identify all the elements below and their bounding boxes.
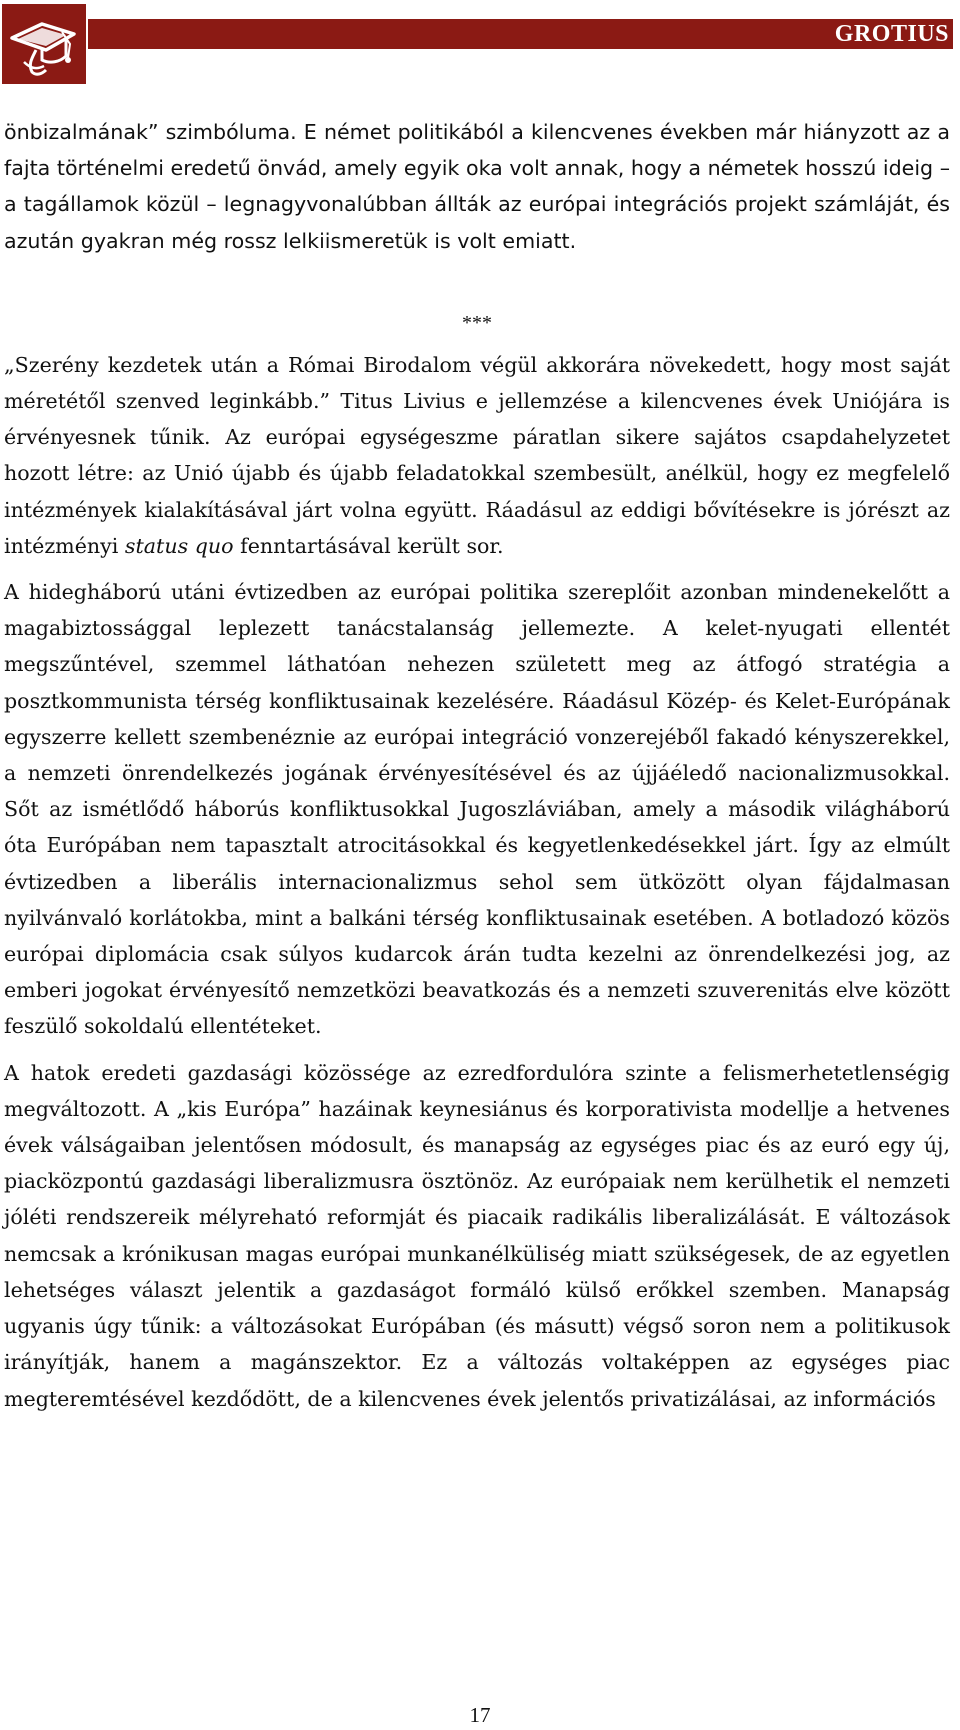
graduation-cap-logo-icon <box>2 4 86 84</box>
paragraph-2-text: „Szerény kezdetek után a Római Birodalom végül akkorára növekedett, hogy most saját méretétől szenved leginkább.” Titus Livius e jellemzése a kilencvenes évek Uniójára is érvényesnek tűnik. Az európai egységeszme páratlan sikere sajátos csapdahelyzetet hozott létre: az Unió újabb és újabb feladatokkal szembesült, anélkül, hogy ez megfelelő intézmények kialakításával járt volna együtt. Ráadásul az eddigi bővítésekre is jórészt az intézményi <box>4 352 950 558</box>
header-title: GROTIUS <box>834 21 949 47</box>
page-number: 17 <box>469 1703 491 1727</box>
section-separator: *** <box>462 311 492 334</box>
paragraph-3: A hidegháború utáni évtizedben az európai politika szereplőit azonban mindenekelőtt a magabiztossággal leplezett tanácstalanság jellemezte. A kelet-nyugati ellentét megszűntével, szemmel láthatóan nehezen született meg az átfogó stratégia a posztkommunista térség konfliktusainak kezelésére. Ráadásul Közép- és Kelet-Európának egyszerre kellett szembenéznie az európai integráció vonzerejéből fakadó kényszerekkel, a nemzeti önrendelkezés jogának érvényesítésével és az újjáéledő nacionalizmusokkal. Sőt az ismétlődő háborús konfliktusokkal Jugoszláviában, amely a második világháború óta Európában nem tapasztalt atrocitásokkal és kegyetlenkedésekkel járt. Így az elmúlt évtizedben a liberális internacionalizmus sehol sem ütközött olyan fájdalmasan nyilvánvaló korlátokba, mint a balkáni térség konfliktusainak esetében. A botladozó közös európai diplomácia csak súlyos kudarcok árán tudta kezelni az önrendelkezési jog, az emberi jogokat érvényesítő nemzetközi beavatkozás és a nemzeti szuverenitás elve között feszülő sokoldalú ellentéteket. <box>4 580 950 1039</box>
paragraph-1: önbizalmának” szimbóluma. E német politikából a kilencvenes években már hiányzott az a fajta történelmi eredetű önvád, amely egyik oka volt annak, hogy a németek hosszú ideig – a tagállamok közül – legnagyvonalúbban állták az európai integrációs projekt számláját, és azután gyakran még rossz lelkiismeretük is volt emiatt. <box>4 120 950 253</box>
document-body <box>4 114 950 1417</box>
paragraph-4: A hatok eredeti gazdasági közössége az ezredfordulóra szinte a felismerhetetlenségig megváltozott. A „kis Európa” hazáinak keynesiánus és korporativista modellje a hetvenes évek válságaiban jelentősen módosult, és manapság az egységes piac és az euró egy új, piacközpontú gazdasági liberalizmusra ösztönöz. Az európaiak nem kerülhetik el nemzeti jóléti rendszereik mélyreható reformját és piacaik radikális liberalizálását. E változások nemcsak a krónikusan magas európai munkanélküliség miatt szükségesek, de az egyetlen lehetséges választ jelentik a gazdaságot formáló külső erőkkel szemben. Manapság ugyanis úgy tűnik: a változásokat Európában (és másutt) végső soron nem a politikusok irányítják, hanem a magánszektor. Ez a változás voltaképpen az egységes piac megteremtésével kezdődött, de a kilencvenes évek jelentős privatizálásai, az információs <box>4 1060 950 1411</box>
header-bar <box>88 19 953 49</box>
grotius-logo <box>2 4 86 84</box>
paragraph-2-italic: status quo <box>124 533 234 558</box>
paragraph-2 <box>4 347 950 564</box>
paragraph-2-text-end: fenntartásával került sor. <box>233 533 504 558</box>
